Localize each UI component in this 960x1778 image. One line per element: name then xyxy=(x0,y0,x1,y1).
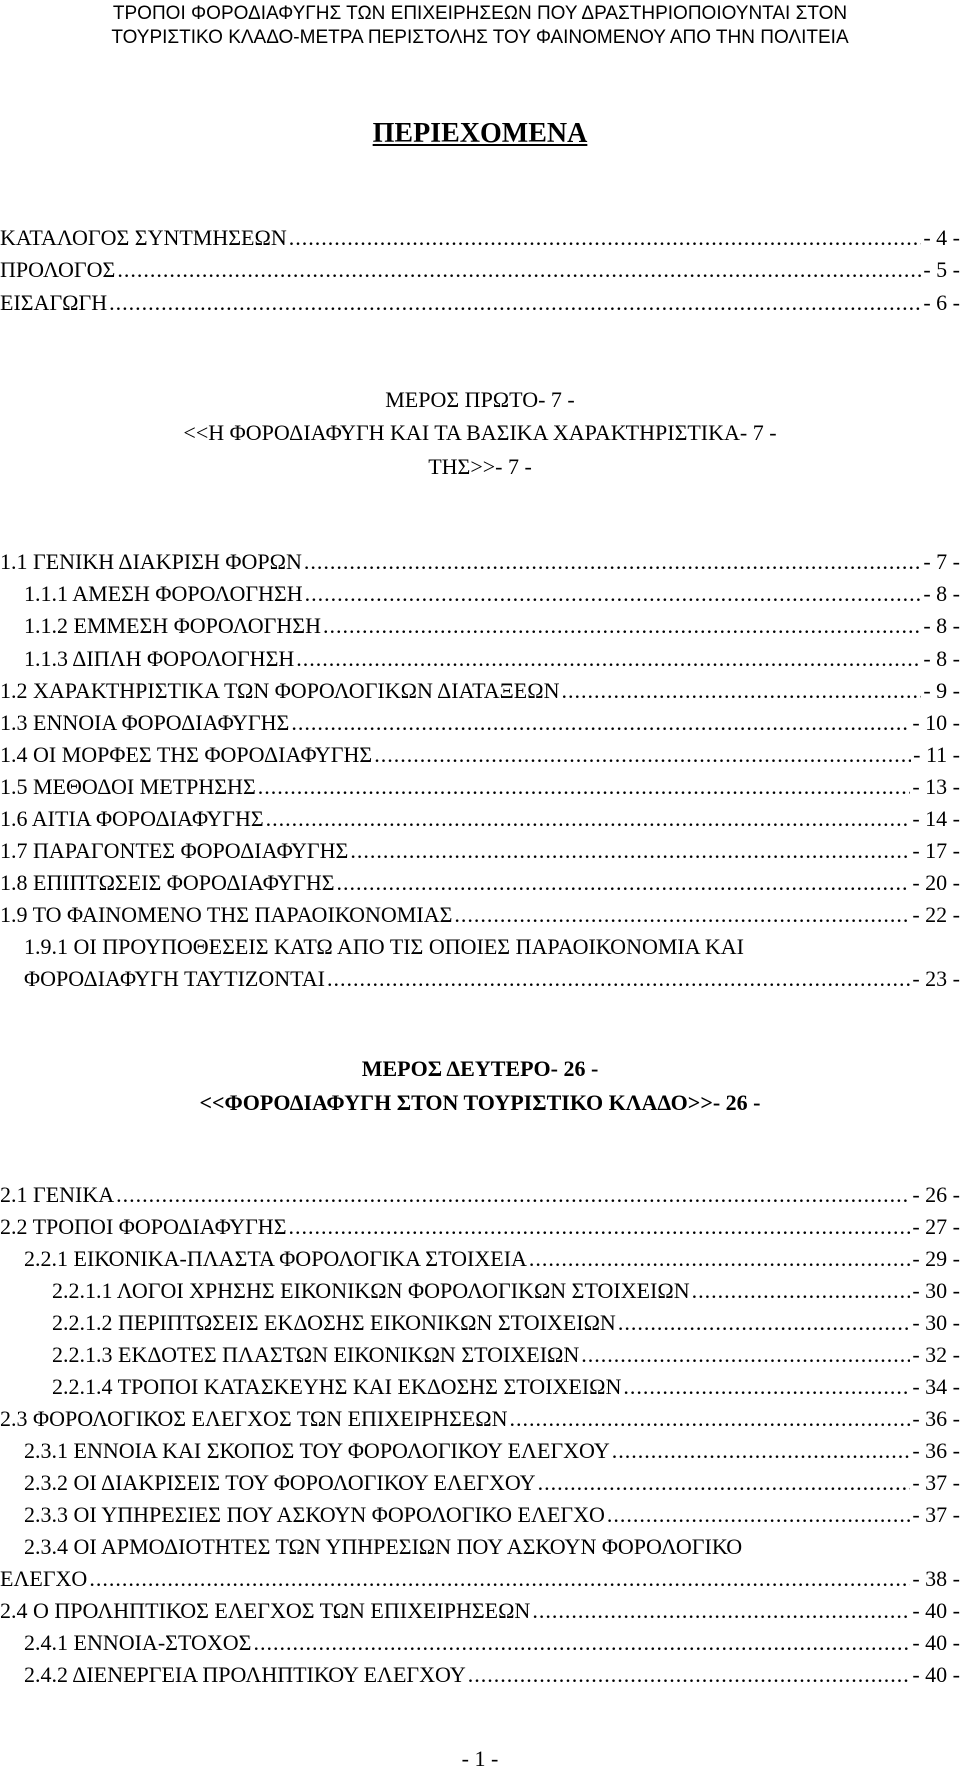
leader-dots xyxy=(468,1661,911,1689)
toc-entry-page: - 20 - xyxy=(912,870,960,895)
toc-entry-label: ΠΡΟΛΟΓΟΣ xyxy=(0,257,116,282)
leader-dots xyxy=(116,1181,910,1209)
toc-entry[interactable] xyxy=(52,1309,960,1337)
leader-dots xyxy=(304,548,921,576)
toc-entry-label: 2.2.1.1 ΛΟΓΟΙ ΧΡΗΣΗΣ ΕΙΚΟΝΙΚΩΝ ΦΟΡΟΛΟΓΙΚΩΝ ΣΤΟΙΧΕΙΩΝ xyxy=(52,1278,690,1303)
leader-dots xyxy=(562,677,922,705)
leader-dots xyxy=(623,1373,910,1401)
toc-entry[interactable] xyxy=(0,869,960,897)
toc-entry-page: - 36 - xyxy=(912,1406,960,1431)
toc-entry-page: - 17 - xyxy=(912,838,960,863)
toc-entry[interactable] xyxy=(52,1277,960,1305)
toc-entry[interactable] xyxy=(24,1661,960,1689)
leader-dots xyxy=(510,1405,911,1433)
toc-entry-page: - 37 - xyxy=(912,1502,960,1527)
toc-entry-label: 2.2.1.4 ΤΡΟΠΟΙ ΚΑΤΑΣΚΕΥΗΣ ΚΑΙ ΕΚΔΟΣΗΣ ΣΤΟΙΧΕΙΩΝ xyxy=(52,1374,622,1399)
toc-entry[interactable] xyxy=(0,1405,960,1433)
toc-entry-label-line[interactable]: 1.9.1 ΟΙ ΠΡΟΥΠΟΘΕΣΕΙΣ ΚΑΤΩ ΑΠΟ ΤΙΣ ΟΠΟΙΕΣ ΠΑΡΑΟΙΚΟΝΟΜΙΑ ΚΑΙ xyxy=(24,934,745,959)
toc-entry[interactable] xyxy=(0,1213,960,1241)
part-heading-line[interactable]: <<ΦΟΡΟΔΙΑΦΥΓΗ ΣΤΟΝ ΤΟΥΡΙΣΤΙΚΟ ΚΛΑΔΟ>>- 26 - xyxy=(199,1090,761,1115)
leader-dots xyxy=(289,1213,911,1241)
header-line-1: ΤΡΟΠΟΙ ΦΟΡΟΔΙΑΦΥΓΗΣ ΤΩΝ ΕΠΙΧΕΙΡΗΣΕΩΝ ΠΟΥ ΔΡΑΣΤΗΡΙΟΠΟΙΟΥΝΤΑΙ ΣΤΟΝ xyxy=(112,3,848,24)
toc-entry-page: - 30 - xyxy=(912,1310,960,1335)
toc-entry-label: ΚΑΤΑΛΟΓΟΣ ΣΥΝΤΜΗΣΕΩΝ xyxy=(0,225,287,250)
toc-entry[interactable] xyxy=(24,965,960,993)
toc-entry-label: 1.8 ΕΠΙΠΤΩΣΕΙΣ ΦΟΡΟΔΙΑΦΥΓΗΣ xyxy=(0,870,335,895)
leader-dots xyxy=(529,1245,910,1273)
leader-dots xyxy=(253,1629,910,1657)
toc-entry-page: - 40 - xyxy=(912,1662,960,1687)
toc-entry-page: - 8 - xyxy=(923,581,960,606)
part-heading-line[interactable]: <<Η ΦΟΡΟΔΙΑΦΥΓΗ ΚΑΙ ΤΑ ΒΑΣΙΚΑ ΧΑΡΑΚΤΗΡΙΣΤΙΚΑ- 7 - xyxy=(183,420,777,445)
toc-entry-label: 1.6 ΑΙΤΙΑ ΦΟΡΟΔΙΑΦΥΓΗΣ xyxy=(0,806,264,831)
toc-entry-label: ΕΛΕΓΧΟ xyxy=(0,1566,88,1591)
leader-dots xyxy=(291,709,910,737)
toc-entry-label: 1.1.3 ΔΙΠΛΗ ΦΟΡΟΛΟΓΗΣΗ xyxy=(24,646,295,671)
toc-entry-label: 1.1.1 ΑΜΕΣΗ ΦΟΡΟΛΟΓΗΣΗ xyxy=(24,581,303,606)
part-heading-line[interactable]: ΤΗΣ>>- 7 - xyxy=(428,454,532,479)
toc-entry-label: ΦΟΡΟΔΙΑΦΥΓΗ ΤΑΥΤΙΖΟΝΤΑΙ xyxy=(24,966,326,991)
toc-entry[interactable] xyxy=(24,1501,960,1529)
toc-entry-page: - 14 - xyxy=(912,806,960,831)
leader-dots xyxy=(454,901,910,929)
leader-dots xyxy=(109,289,921,317)
toc-entry[interactable] xyxy=(0,289,960,317)
toc-title: ΠΕΡΙΕΧΟΜΕΝΑ xyxy=(372,118,588,149)
toc-entry[interactable] xyxy=(0,901,960,929)
toc-entry-page: - 27 - xyxy=(912,1214,960,1239)
leader-dots xyxy=(581,1341,910,1369)
toc-entry-page: - 29 - xyxy=(912,1246,960,1271)
leader-dots xyxy=(337,869,911,897)
toc-entry[interactable] xyxy=(0,548,960,576)
toc-entry-page: - 26 - xyxy=(912,1182,960,1207)
toc-entry-label: 2.2 ΤΡΟΠΟΙ ΦΟΡΟΔΙΑΦΥΓΗΣ xyxy=(0,1214,287,1239)
toc-entry[interactable] xyxy=(24,1469,960,1497)
leader-dots xyxy=(618,1309,911,1337)
toc-entry-label: ΕΙΣΑΓΩΓΗ xyxy=(0,290,108,315)
toc-entry[interactable] xyxy=(0,741,960,769)
page-number: - 1 - xyxy=(461,1746,499,1771)
toc-entry-label: 1.1.2 ΕΜΜΕΣΗ ΦΟΡΟΛΟΓΗΣΗ xyxy=(24,613,321,638)
toc-entry[interactable] xyxy=(24,645,960,673)
leader-dots xyxy=(612,1437,911,1465)
toc-entry[interactable] xyxy=(0,677,960,705)
toc-entry-label: 2.3.1 ΕΝΝΟΙΑ ΚΑΙ ΣΚΟΠΟΣ ΤΟΥ ΦΟΡΟΛΟΓΙΚΟΥ ΕΛΕΓΧΟΥ xyxy=(24,1438,610,1463)
toc-entry-page: - 7 - xyxy=(923,549,960,574)
toc-entry-label: 2.4.2 ΔΙΕΝΕΡΓΕΙΑ ΠΡΟΛΗΠΤΙΚΟΥ ΕΛΕΓΧΟΥ xyxy=(24,1662,466,1687)
toc-entry-label: 2.2.1.3 ΕΚΔΟΤΕΣ ΠΛΑΣΤΩΝ ΕΙΚΟΝΙΚΩΝ ΣΤΟΙΧΕΙΩΝ xyxy=(52,1342,580,1367)
toc-entry-page: - 34 - xyxy=(912,1374,960,1399)
toc-entry-label: 1.3 ΕΝΝΟΙΑ ΦΟΡΟΔΙΑΦΥΓΗΣ xyxy=(0,710,290,735)
toc-entry-page: - 9 - xyxy=(923,678,960,703)
toc-entry-page: - 37 - xyxy=(912,1470,960,1495)
leader-dots xyxy=(89,1565,910,1593)
toc-entry-page: - 36 - xyxy=(912,1438,960,1463)
toc-entry-label: 1.4 ΟΙ ΜΟΡΦΕΣ ΤΗΣ ΦΟΡΟΔΙΑΦΥΓΗΣ xyxy=(0,742,373,767)
toc-entry-label-line[interactable]: 2.3.4 ΟΙ ΑΡΜΟΔΙΟΤΗΤΕΣ ΤΩΝ ΥΠΗΡΕΣΙΩΝ ΠΟΥ ΑΣΚΟΥΝ ΦΟΡΟΛΟΓΙΚΟ xyxy=(24,1534,743,1559)
toc-entry-page: - 6 - xyxy=(923,290,960,315)
toc-entry-label: 2.3.2 ΟΙ ΔΙΑΚΡΙΣΕΙΣ ΤΟΥ ΦΟΡΟΛΟΓΙΚΟΥ ΕΛΕΓΧΟΥ xyxy=(24,1470,536,1495)
toc-entry-label: 2.3.3 ΟΙ ΥΠΗΡΕΣΙΕΣ ΠΟΥ ΑΣΚΟΥΝ ΦΟΡΟΛΟΓΙΚΟ ΕΛΕΓΧΟ xyxy=(24,1502,605,1527)
toc-entry[interactable] xyxy=(52,1373,960,1401)
toc-entry-page: - 8 - xyxy=(923,613,960,638)
part-heading-line[interactable]: ΜΕΡΟΣ ΔΕΥΤΕΡΟ- 26 - xyxy=(361,1056,599,1081)
toc-entry-page: - 10 - xyxy=(912,710,960,735)
leader-dots xyxy=(323,612,921,640)
toc-entry-page: - 38 - xyxy=(912,1566,960,1591)
leader-dots xyxy=(296,645,921,673)
toc-entry-page: - 22 - xyxy=(912,902,960,927)
toc-entry[interactable] xyxy=(0,773,960,801)
toc-entry-label: 2.1 ΓΕΝΙΚΑ xyxy=(0,1182,115,1207)
toc-entry[interactable] xyxy=(0,837,960,865)
part-heading-line[interactable]: ΜΕΡΟΣ ΠΡΩΤΟ- 7 - xyxy=(385,387,575,412)
toc-entry[interactable] xyxy=(24,612,960,640)
toc-entry[interactable] xyxy=(24,1245,960,1273)
toc-entry-page: - 4 - xyxy=(923,225,960,250)
leader-dots xyxy=(289,224,922,252)
leader-dots xyxy=(305,580,922,608)
toc-entry-label: 2.4.1 ΕΝΝΟΙΑ-ΣΤΟΧΟΣ xyxy=(24,1630,252,1655)
toc-entry-page: - 30 - xyxy=(912,1278,960,1303)
leader-dots xyxy=(532,1597,910,1625)
toc-entry[interactable] xyxy=(24,1629,960,1657)
toc-entry-label: 2.2.1.2 ΠΕΡΙΠΤΩΣΕΙΣ ΕΚΔΟΣΗΣ ΕΙΚΟΝΙΚΩΝ ΣΤΟΙΧΕΙΩΝ xyxy=(52,1310,616,1335)
leader-dots xyxy=(374,741,911,769)
leader-dots xyxy=(327,965,910,993)
toc-entry-page: - 8 - xyxy=(923,646,960,671)
leader-dots xyxy=(350,837,910,865)
toc-entry-label: 1.2 ΧΑΡΑΚΤΗΡΙΣΤΙΚΑ ΤΩΝ ΦΟΡΟΛΟΓΙΚΩΝ ΔΙΑΤΑΞΕΩΝ xyxy=(0,678,560,703)
toc-entry-page: - 40 - xyxy=(912,1598,960,1623)
toc-entry-label: 2.2.1 ΕΙΚΟΝΙΚΑ-ΠΛΑΣΤΑ ΦΟΡΟΛΟΓΙΚΑ ΣΤΟΙΧΕΙΑ xyxy=(24,1246,527,1271)
leader-dots xyxy=(258,773,911,801)
toc-entry-page: - 13 - xyxy=(912,774,960,799)
toc-entry-label: 1.7 ΠΑΡΑΓΟΝΤΕΣ ΦΟΡΟΔΙΑΦΥΓΗΣ xyxy=(0,838,349,863)
leader-dots xyxy=(692,1277,911,1305)
toc-entry[interactable] xyxy=(0,1565,960,1593)
toc-entry-label: 2.4 Ο ΠΡΟΛΗΠΤΙΚΟΣ ΕΛΕΓΧΟΣ ΤΩΝ ΕΠΙΧΕΙΡΗΣΕΩΝ xyxy=(0,1598,531,1623)
toc-entry[interactable] xyxy=(0,1181,960,1209)
toc-entry-label: 2.3 ΦΟΡΟΛΟΓΙΚΟΣ ΕΛΕΓΧΟΣ ΤΩΝ ΕΠΙΧΕΙΡΗΣΕΩΝ xyxy=(0,1406,508,1431)
leader-dots xyxy=(117,256,921,284)
toc-entry[interactable] xyxy=(0,1597,960,1625)
toc-entry[interactable] xyxy=(24,580,960,608)
leader-dots xyxy=(266,805,911,833)
header-line-2: ΤΟΥΡΙΣΤΙΚΟ ΚΛΑΔΟ-ΜΕΤΡΑ ΠΕΡΙΣΤΟΛΗΣ ΤΟΥ ΦΑΙΝΟΜΕΝΟΥ ΑΠΟ ΤΗΝ ΠΟΛΙΤΕΙΑ xyxy=(111,27,849,48)
toc-entry[interactable] xyxy=(0,709,960,737)
toc-entry-label: 1.9 ΤΟ ΦΑΙΝΟΜΕΝΟ ΤΗΣ ΠΑΡΑΟΙΚΟΝΟΜΙΑΣ xyxy=(0,902,453,927)
toc-entry-label: 1.5 ΜΕΘΟΔΟΙ ΜΕΤΡΗΣΗΣ xyxy=(0,774,256,799)
toc-entry[interactable] xyxy=(0,224,960,252)
toc-entry[interactable] xyxy=(52,1341,960,1369)
leader-dots xyxy=(538,1469,911,1497)
toc-entry-page: - 11 - xyxy=(913,742,960,767)
toc-entry-page: - 23 - xyxy=(912,966,960,991)
toc-entry-page: - 5 - xyxy=(923,257,960,282)
toc-entry-label: 1.1 ΓΕΝΙΚΗ ΔΙΑΚΡΙΣΗ ΦΟΡΩΝ xyxy=(0,549,302,574)
leader-dots xyxy=(607,1501,910,1529)
toc-entry-page: - 40 - xyxy=(912,1630,960,1655)
toc-entry[interactable] xyxy=(0,805,960,833)
toc-entry[interactable] xyxy=(0,256,960,284)
toc-entry-page: - 32 - xyxy=(912,1342,960,1367)
toc-entry[interactable] xyxy=(24,1437,960,1465)
